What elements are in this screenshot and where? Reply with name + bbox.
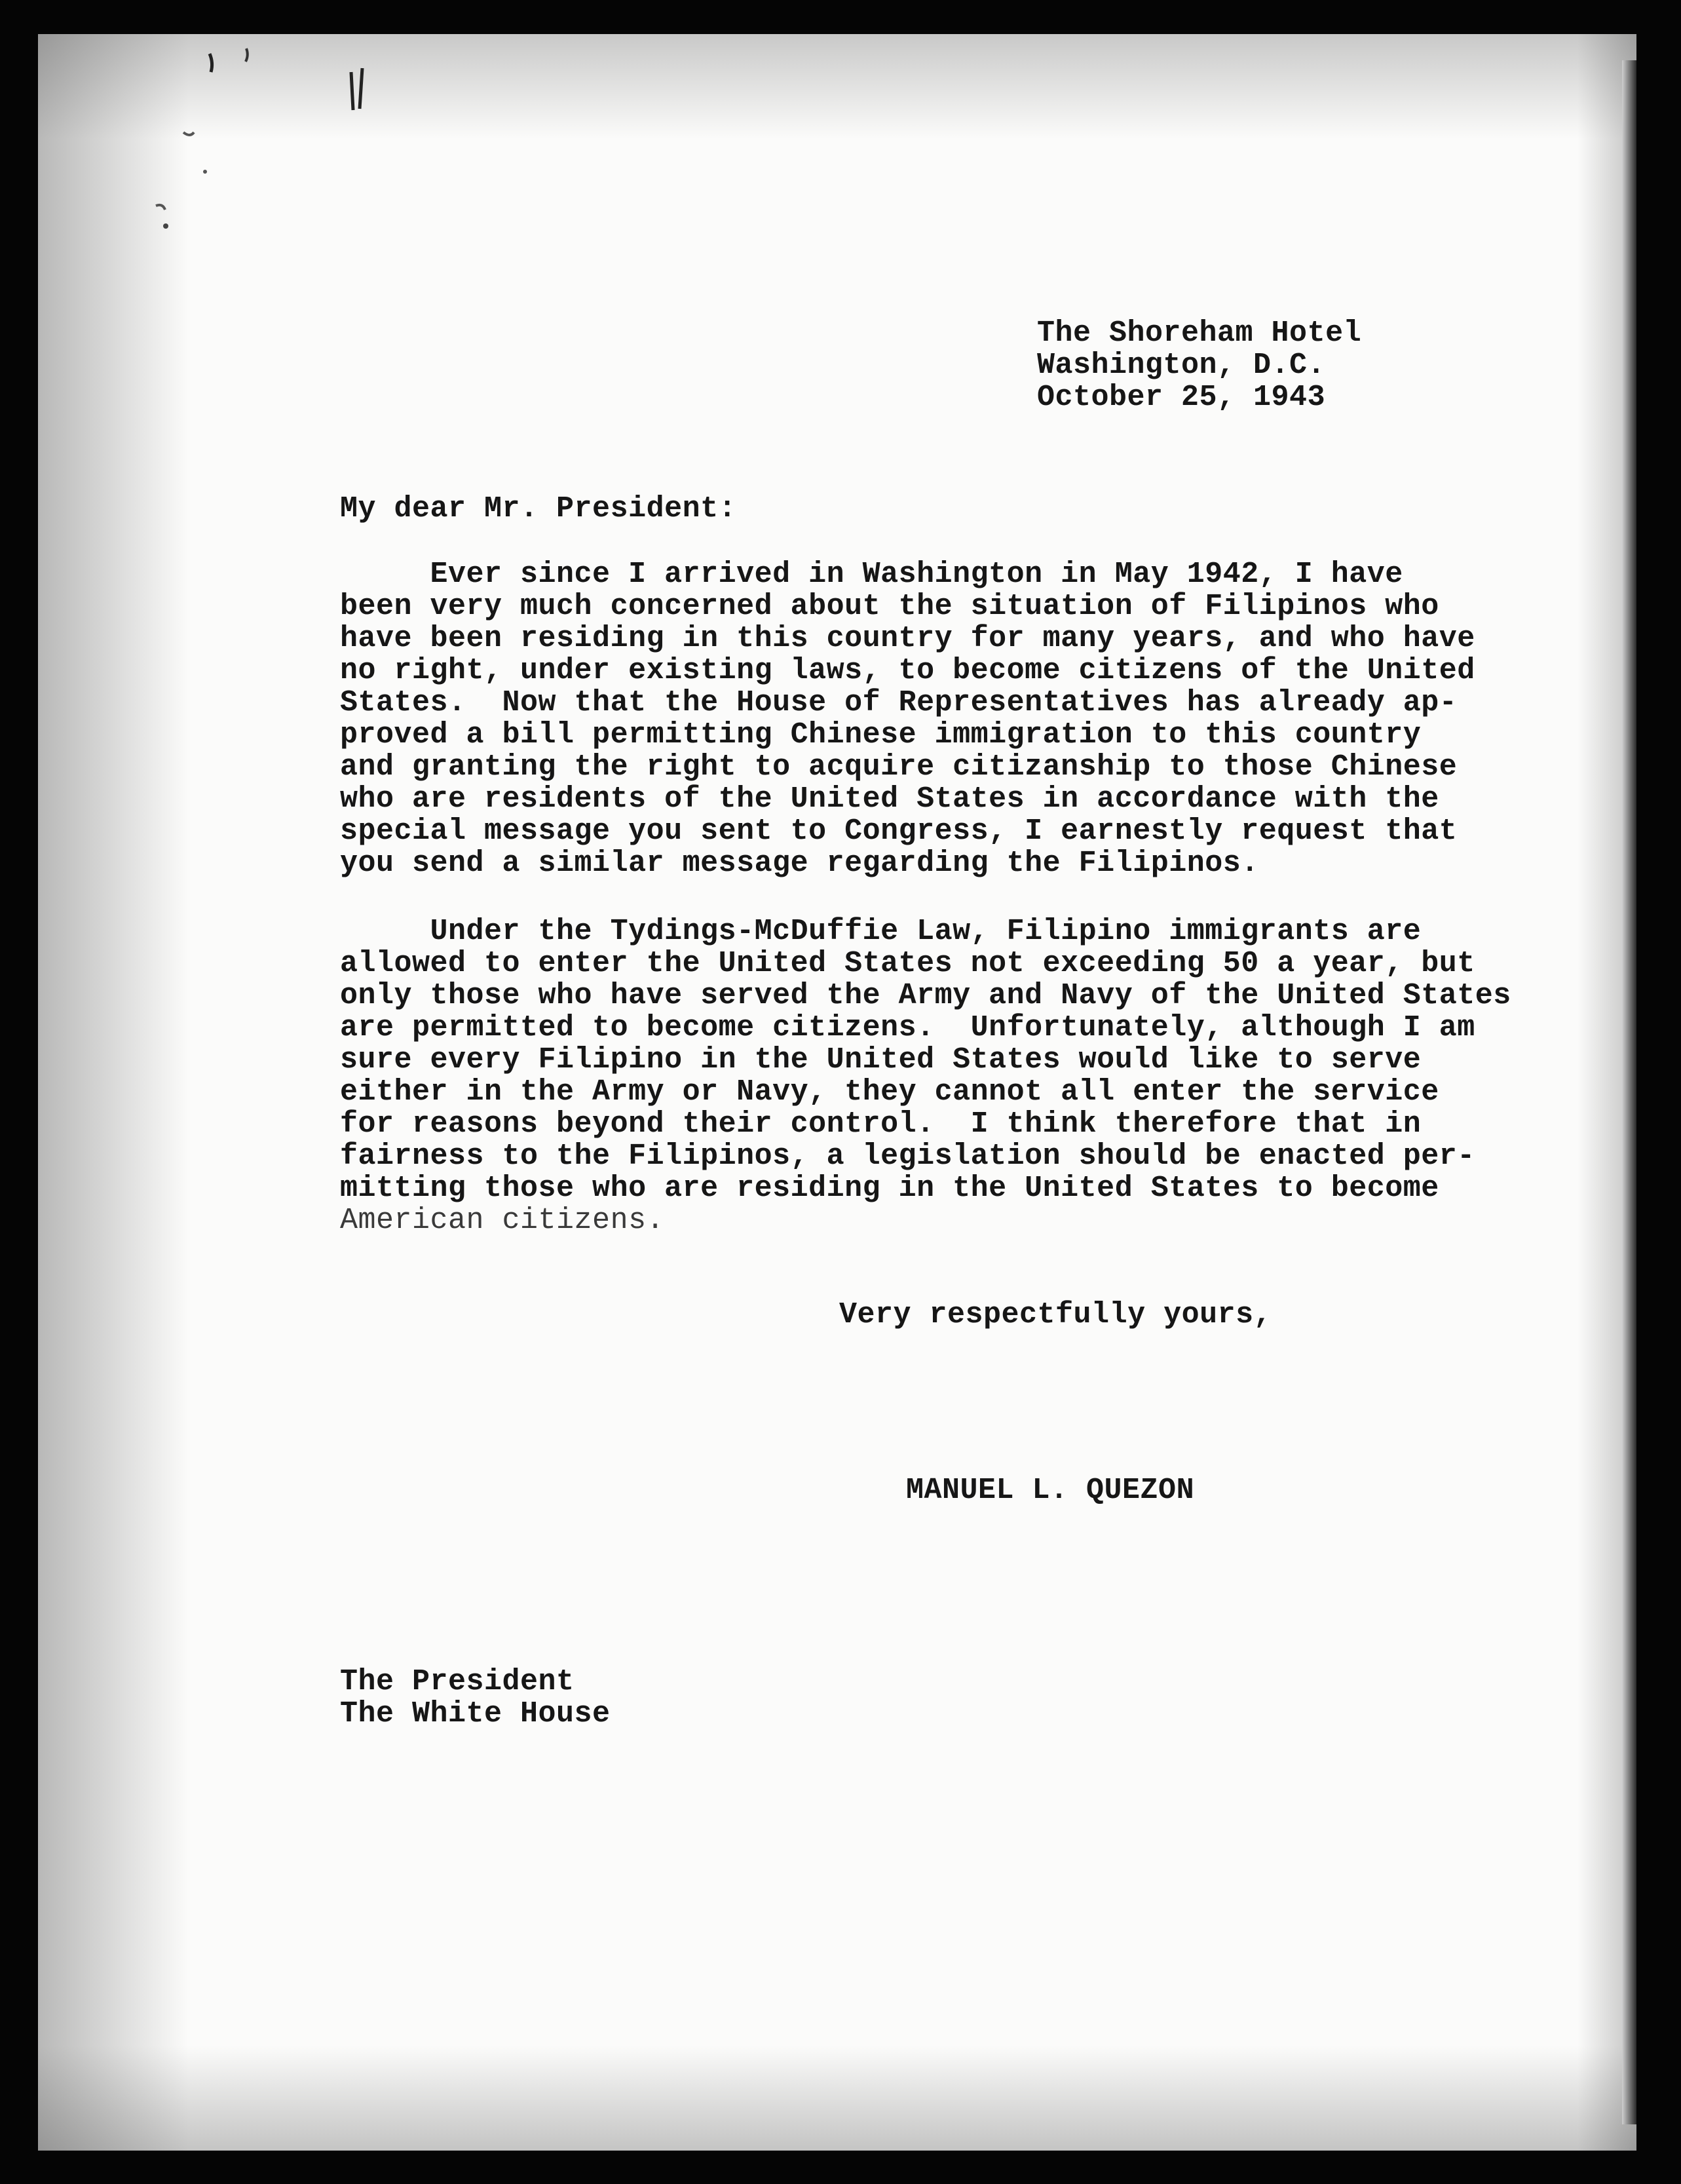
handwritten-marks (38, 34, 497, 309)
paragraph-2-line-2: allowed to enter the United States not exceeding 50 a year, but (340, 947, 1475, 980)
paragraph-1-line-1: Ever since I arrived in Washington in May 1942, I have (340, 558, 1403, 591)
paragraph-1-line-6: proved a bill permitting Chinese immigration to this country (340, 718, 1422, 752)
paragraph-1-line-4: no right, under existing laws, to become citizens of the United (340, 654, 1475, 687)
paragraph-1-line-2: been very much concerned about the situation of Filipinos who (340, 590, 1439, 623)
paragraph-1-line-7: and granting the right to acquire citizanship to those Chinese (340, 750, 1458, 784)
paragraph-1-line-9: special message you sent to Congress, I earnestly request that (340, 814, 1458, 848)
paragraph-2-line-10: American citizens. (340, 1204, 665, 1237)
paragraph-2-line-6: either in the Army or Navy, they cannot all enter the service (340, 1075, 1439, 1109)
salutation: My dear Mr. President: (340, 492, 737, 526)
letter-page (38, 34, 1636, 2151)
recipient-line-2: The White House (340, 1697, 611, 1731)
paragraph-2-line-9: mitting those who are residing in the United States to become (340, 1172, 1439, 1205)
paragraph-2-line-5: sure every Filipino in the United States would like to serve (340, 1043, 1422, 1077)
closing: Very respectfully yours, (839, 1298, 1272, 1331)
paragraph-1-line-8: who are residents of the United States in accordance with the (340, 782, 1439, 816)
paragraph-2-line-4: are permitted to become citizens. Unfortunately, although I am (340, 1011, 1475, 1044)
heading-date: October 25, 1943 (1037, 381, 1326, 414)
paragraph-1-line-10: you send a similar message regarding the Filipinos. (340, 847, 1259, 880)
scan-shadow-bottom (38, 2046, 1636, 2151)
paragraph-2-line-3: only those who have served the Army and Navy of the United States (340, 979, 1511, 1012)
page-edge (1622, 60, 1636, 2124)
paragraph-2-line-8: fairness to the Filipinos, a legislation should be enacted per- (340, 1140, 1475, 1173)
heading-city: Washington, D.C. (1037, 349, 1326, 382)
recipient-line-1: The President (340, 1665, 575, 1698)
paragraph-1-line-5: States. Now that the House of Representatives has already ap- (340, 686, 1458, 719)
signature: MANUEL L. QUEZON (906, 1474, 1195, 1507)
paragraph-2-line-7: for reasons beyond their control. I think therefore that in (340, 1107, 1422, 1141)
paragraph-1-line-3: have been residing in this country for many years, and who have (340, 622, 1475, 655)
heading-hotel: The Shoreham Hotel (1037, 316, 1362, 350)
scan-shadow-left (38, 34, 189, 2151)
paragraph-2-line-1: Under the Tydings-McDuffie Law, Filipino immigrants are (340, 915, 1422, 948)
